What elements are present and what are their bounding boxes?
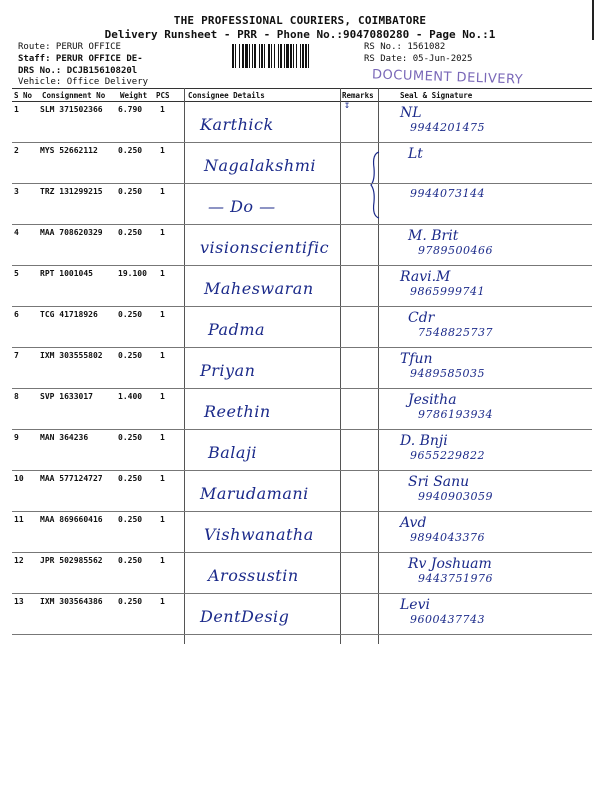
row-consignee-handwriting: Marudamani <box>200 484 309 503</box>
header-rule-top <box>12 88 592 89</box>
row-consignee-handwriting: Reethin <box>204 402 271 421</box>
row-consignment-no: RPT 1001045 <box>40 269 93 278</box>
row-consignment-no: MAA 708620329 <box>40 228 103 237</box>
row-consignee-handwriting: — Do — <box>208 197 276 216</box>
row-pcs: 1 <box>160 597 165 606</box>
col-consignment: Consignment No <box>42 91 106 100</box>
row-consignment-no: MAA 869660416 <box>40 515 103 524</box>
row-consignment-no: JPR 502985562 <box>40 556 103 565</box>
signature-phone: 7548825737 <box>418 326 493 339</box>
row-divider <box>12 511 592 512</box>
row-weight: 0.250 <box>118 187 143 196</box>
signature-name: Cdr <box>408 310 435 326</box>
signature-name: M. Brit <box>408 228 459 244</box>
row-pcs: 1 <box>160 474 165 483</box>
row-consignee-handwriting: Balaji <box>208 443 258 462</box>
row-consignee-handwriting: Nagalakshmi <box>204 156 316 175</box>
row-consignment-no: MYS 52662112 <box>40 146 98 155</box>
row-signature <box>400 269 485 298</box>
col-consignee: Consignee Details <box>188 91 265 100</box>
row-weight: 0.250 <box>118 351 143 360</box>
signature-name: Rv Joshuam <box>408 556 492 572</box>
row-weight: 1.400 <box>118 392 143 401</box>
staff-label: Staff: PERUR OFFICE DE- <box>18 54 143 64</box>
signature-phone: 9944201475 <box>410 121 485 134</box>
row-pcs: 1 <box>160 351 165 360</box>
row-pcs: 1 <box>160 433 165 442</box>
row-sno: 8 <box>14 392 19 401</box>
row-divider <box>12 470 592 471</box>
rs-no-label: RS No.: 1561082 <box>364 42 446 52</box>
vehicle-label: Vehicle: Office Delivery <box>18 77 149 87</box>
signature-phone: 9489585035 <box>410 367 485 380</box>
signature-phone: 9655229822 <box>410 449 485 462</box>
row-consignee-handwriting: Arossustin <box>208 566 299 585</box>
row-consignment-no: TRZ 131299215 <box>40 187 103 196</box>
document-delivery-stamp: DOCUMENT DELIVERY <box>371 67 524 88</box>
row-sno: 5 <box>14 269 19 278</box>
signature-phone: 9600437743 <box>410 613 485 626</box>
col-signature: Seal & Signature <box>400 91 473 100</box>
row-weight: 0.250 <box>118 228 143 237</box>
row-divider <box>12 429 592 430</box>
row-pcs: 1 <box>160 146 165 155</box>
barcode <box>232 44 360 68</box>
row-signature <box>408 474 493 503</box>
row-signature <box>408 392 493 421</box>
row-sno: 13 <box>14 597 24 606</box>
signature-name: Avd <box>400 515 427 531</box>
row-weight: 19.100 <box>118 269 147 278</box>
row-divider <box>12 306 592 307</box>
row-weight: 0.250 <box>118 515 143 524</box>
route-label: Route: PERUR OFFICE <box>18 42 121 52</box>
row-consignee-handwriting: Padma <box>208 320 266 339</box>
row-sno: 11 <box>14 515 24 524</box>
row-signature <box>408 228 493 257</box>
signature-phone: 9789500466 <box>418 244 493 257</box>
row-divider <box>12 265 592 266</box>
row-weight: 0.250 <box>118 474 143 483</box>
row-signature <box>400 515 485 544</box>
row-signature <box>400 433 485 462</box>
row-signature <box>400 187 485 200</box>
company-title: THE PROFESSIONAL COURIERS, COIMBATORE <box>173 14 427 27</box>
row-consignment-no: IXM 303555802 <box>40 351 103 360</box>
row-pcs: 1 <box>160 515 165 524</box>
row-divider <box>12 224 592 225</box>
signature-name: Sri Sanu <box>408 474 470 490</box>
signature-name: Jesitha <box>408 392 457 408</box>
row-consignee-handwriting: Karthick <box>200 115 274 134</box>
row-divider <box>12 142 592 143</box>
row-weight: 0.250 <box>118 597 143 606</box>
row-signature <box>408 146 423 162</box>
row-sno: 4 <box>14 228 19 237</box>
row-divider <box>12 552 592 553</box>
signature-phone: 9786193934 <box>418 408 493 421</box>
row-signature <box>400 351 485 380</box>
row-consignee-handwriting: Priyan <box>200 361 256 380</box>
row-consignment-no: MAA 577124727 <box>40 474 103 483</box>
row-weight: 0.250 <box>118 433 143 442</box>
row-consignee-handwriting: Vishwanatha <box>204 525 314 544</box>
signature-name: NL <box>400 105 422 121</box>
row-pcs: 1 <box>160 392 165 401</box>
row-divider <box>12 388 592 389</box>
row-divider <box>12 347 592 348</box>
signature-name: Levi <box>400 597 430 613</box>
col-sno: S No <box>14 91 33 100</box>
row-weight: 0.250 <box>118 310 143 319</box>
row-sno: 9 <box>14 433 19 442</box>
row-pcs: 1 <box>160 556 165 565</box>
row-signature <box>408 310 493 339</box>
row-consignee-handwriting: visionscientific <box>200 238 330 257</box>
row-divider <box>12 634 592 635</box>
row-weight: 0.250 <box>118 146 143 155</box>
col-pcs: PCS <box>156 91 170 100</box>
row-sno: 2 <box>14 146 19 155</box>
divider-consignee <box>184 88 185 644</box>
divider-remarks <box>340 88 341 644</box>
rs-date-label: RS Date: 05-Jun-2025 <box>364 54 473 64</box>
row-signature <box>400 597 485 626</box>
col-weight: Weight <box>120 91 148 100</box>
row-consignment-no: MAN 364236 <box>40 433 89 442</box>
drs-no-label: DRS No.: DCJB15610820l <box>18 66 138 76</box>
signature-phone: 9944073144 <box>410 187 485 200</box>
header-rule-bottom <box>12 101 592 102</box>
row-pcs: 1 <box>160 187 165 196</box>
signature-name: Tfun <box>400 351 433 367</box>
row-signature <box>400 105 485 134</box>
row-sno: 6 <box>14 310 19 319</box>
row-pcs: 1 <box>160 228 165 237</box>
signature-phone: 9443751976 <box>418 572 493 585</box>
signature-phone: 9894043376 <box>410 531 485 544</box>
remark-tick-icon: ↧ <box>344 100 351 111</box>
row-consignment-no: SLM 371502366 <box>40 105 103 114</box>
row-signature <box>408 556 493 585</box>
row-weight: 0.250 <box>118 556 143 565</box>
row-sno: 12 <box>14 556 24 565</box>
row-sno: 7 <box>14 351 19 360</box>
row-consignment-no: IXM 303564386 <box>40 597 103 606</box>
signature-name: D. Bnji <box>400 433 448 449</box>
row-pcs: 1 <box>160 310 165 319</box>
row-sno: 3 <box>14 187 19 196</box>
runsheet-subtitle: Delivery Runsheet - PRR - Phone No.:9047080280 - Page No.:1 <box>104 28 496 41</box>
row-pcs: 1 <box>160 105 165 114</box>
bracket-mark <box>370 150 380 220</box>
row-divider <box>12 183 592 184</box>
row-sno: 10 <box>14 474 24 483</box>
row-pcs: 1 <box>160 269 165 278</box>
row-consignee-handwriting: Maheswaran <box>204 279 314 298</box>
row-divider <box>12 593 592 594</box>
row-weight: 6.790 <box>118 105 143 114</box>
col-remarks: Remarks <box>342 91 374 100</box>
signature-name: Lt <box>408 146 423 162</box>
row-consignment-no: SVP 1633017 <box>40 392 93 401</box>
row-sno: 1 <box>14 105 19 114</box>
signature-name: Ravi.M <box>400 269 451 285</box>
row-consignment-no: TCG 41718926 <box>40 310 98 319</box>
signature-phone: 9865999741 <box>410 285 485 298</box>
signature-phone: 9940903059 <box>418 490 493 503</box>
row-consignee-handwriting: DentDesig <box>200 607 290 626</box>
